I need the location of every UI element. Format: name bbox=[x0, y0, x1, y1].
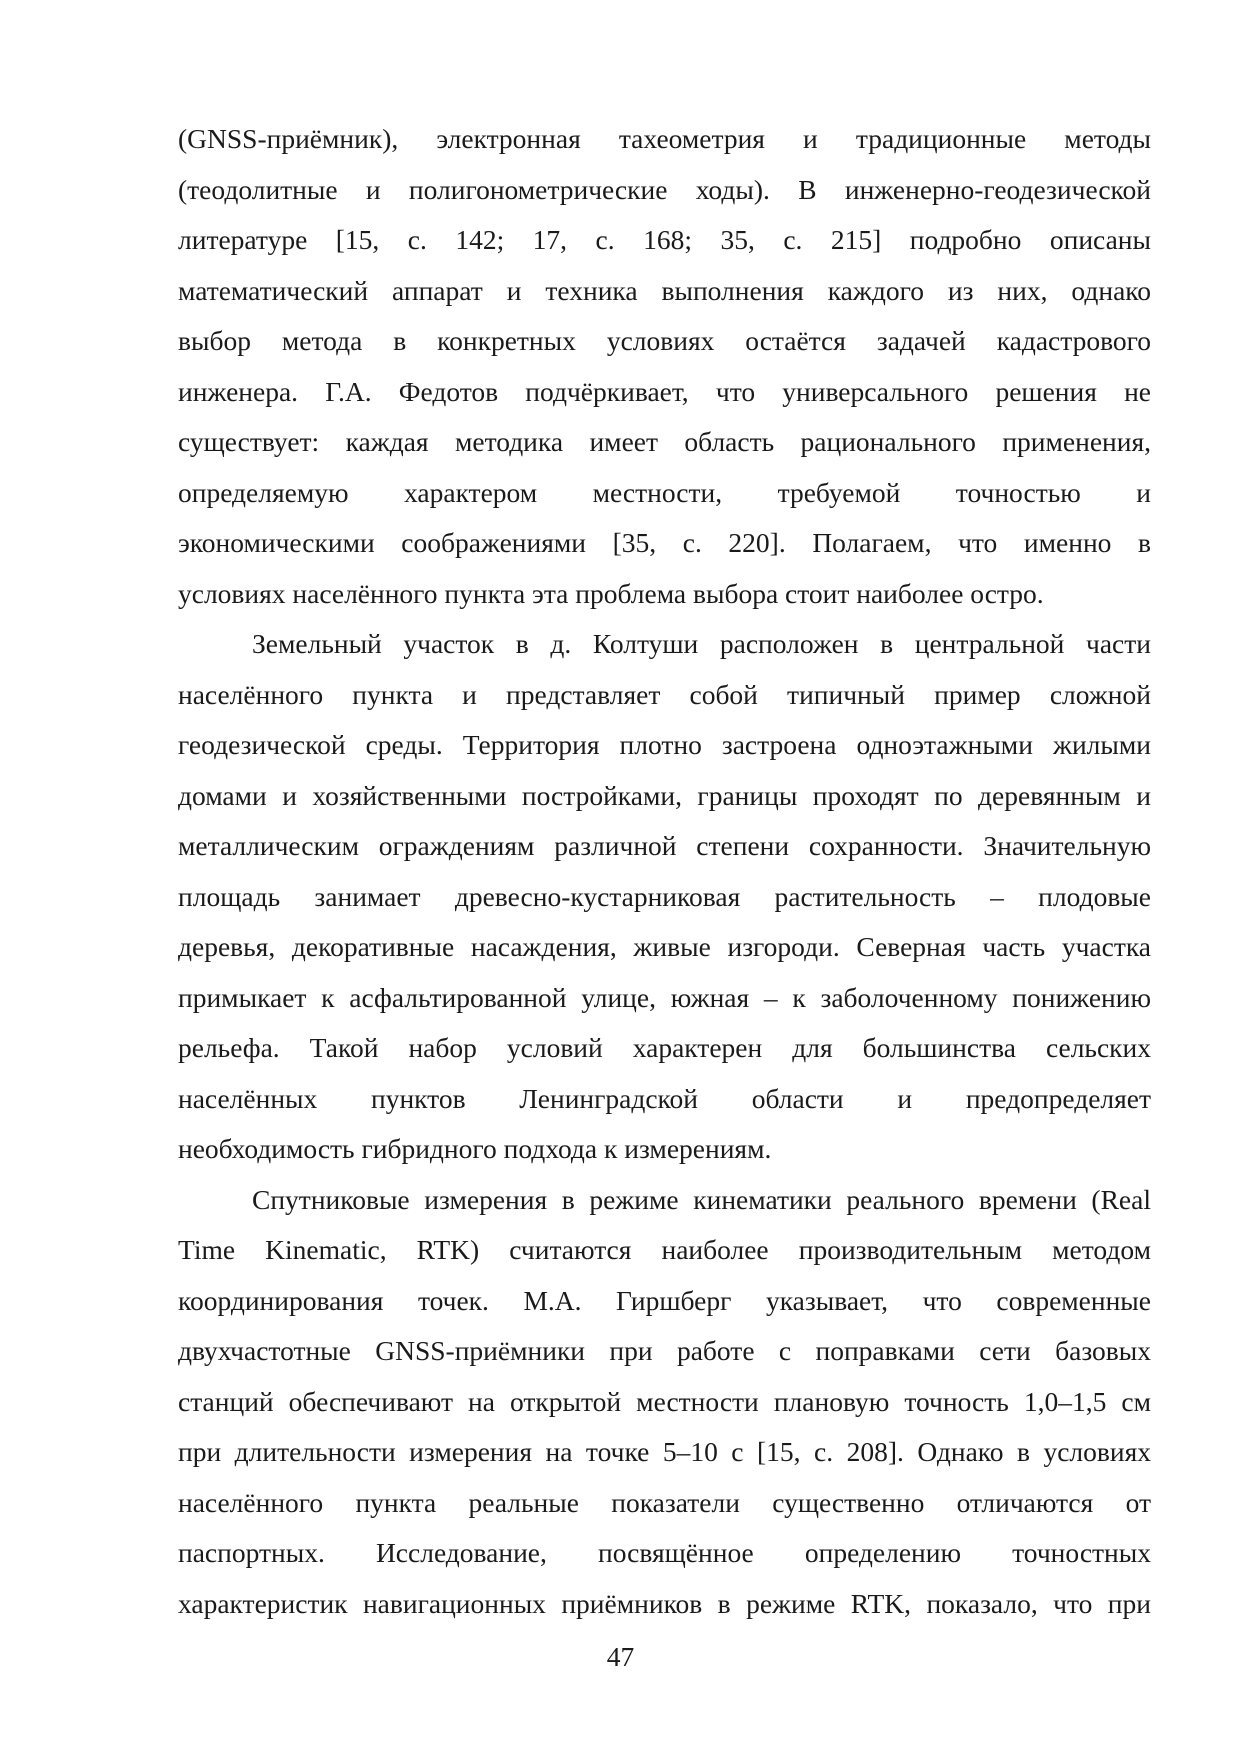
text-line: Спутниковые измерения в режиме кинематики реального времени (Real bbox=[252, 1183, 1151, 1215]
paragraph-3 bbox=[178, 1175, 1151, 1630]
text-line: рельефа. Такой набор условий характерен для большинства сельских bbox=[178, 1032, 1151, 1063]
text-line: Земельный участок в д. Колтуши расположен в центральной части bbox=[252, 628, 1151, 659]
text-line: (GNSS-приёмник), электронная тахеометрия и традиционные методы bbox=[178, 123, 1151, 154]
text-line: населённого пункта реальные показатели существенно отличаются от bbox=[178, 1486, 1151, 1518]
text-line: экономическими соображениями [35, с. 220]. Полагаем, что именно в bbox=[178, 527, 1151, 558]
text-line: домами и хозяйственными постройками, границы проходят по деревянным и bbox=[178, 779, 1151, 811]
text-line: населённых пунктов Ленинградской области и предопределяет bbox=[178, 1082, 1151, 1114]
text-line: населённого пункта и представляет собой типичный пример сложной bbox=[178, 678, 1151, 710]
text-line: инженера. Г.А. Федотов подчёркивает, что универсального решения не bbox=[178, 375, 1151, 407]
page-number: 47 bbox=[606, 1641, 635, 1672]
paragraph-2 bbox=[178, 619, 1151, 1175]
text-line: литературе [15, с. 142; 17, с. 168; 35, с. 215] подробно описаны bbox=[178, 224, 1151, 255]
paragraph-1 bbox=[178, 114, 1151, 619]
text-line: деревья, декоративные насаждения, живые изгороди. Северная часть участка bbox=[178, 931, 1151, 962]
text-line: при длительности измерения на точке 5–10 с [15, с. 208]. Однако в условиях bbox=[178, 1436, 1151, 1467]
text-line: геодезической среды. Территория плотно застроена одноэтажными жилыми bbox=[178, 729, 1151, 760]
body-text bbox=[178, 114, 1151, 1629]
text-line: математический аппарат и техника выполнения каждого из них, однако bbox=[178, 274, 1151, 306]
text-line: Time Kinematic, RTK) считаются наиболее производительным методом bbox=[178, 1234, 1151, 1265]
text-line: выбор метода в конкретных условиях остаётся задачей кадастрового bbox=[178, 325, 1151, 356]
text-line: площадь занимает древесно-кустарниковая растительность – плодовые bbox=[178, 880, 1151, 912]
text-line: необходимость гибридного подхода к измерениям. bbox=[178, 1133, 772, 1164]
text-line: существует: каждая методика имеет область рационального применения, bbox=[178, 426, 1151, 457]
text-line: паспортных. Исследование, посвящённое определению точностных bbox=[178, 1537, 1151, 1568]
text-line: характеристик навигационных приёмников в режиме RTK, показало, что при bbox=[178, 1587, 1151, 1619]
text-line: металлическим ограждениям различной степени сохранности. Значительную bbox=[178, 830, 1151, 861]
text-line: координирования точек. М.А. Гиршберг указывает, что современные bbox=[178, 1284, 1151, 1316]
text-line: определяемую характером местности, требуемой точностью и bbox=[178, 476, 1151, 508]
text-line: условиях населённого пункта эта проблема выбора стоит наиболее остро. bbox=[178, 577, 1044, 609]
text-line: примыкает к асфальтированной улице, южная – к заболоченному понижению bbox=[178, 981, 1151, 1013]
text-line: двухчастотные GNSS-приёмники при работе с поправками сети базовых bbox=[178, 1335, 1151, 1366]
text-line: (теодолитные и полигонометрические ходы). В инженерно-геодезической bbox=[178, 173, 1151, 205]
text-line: станций обеспечивают на открытой местности плановую точность 1,0–1,5 см bbox=[178, 1385, 1151, 1417]
